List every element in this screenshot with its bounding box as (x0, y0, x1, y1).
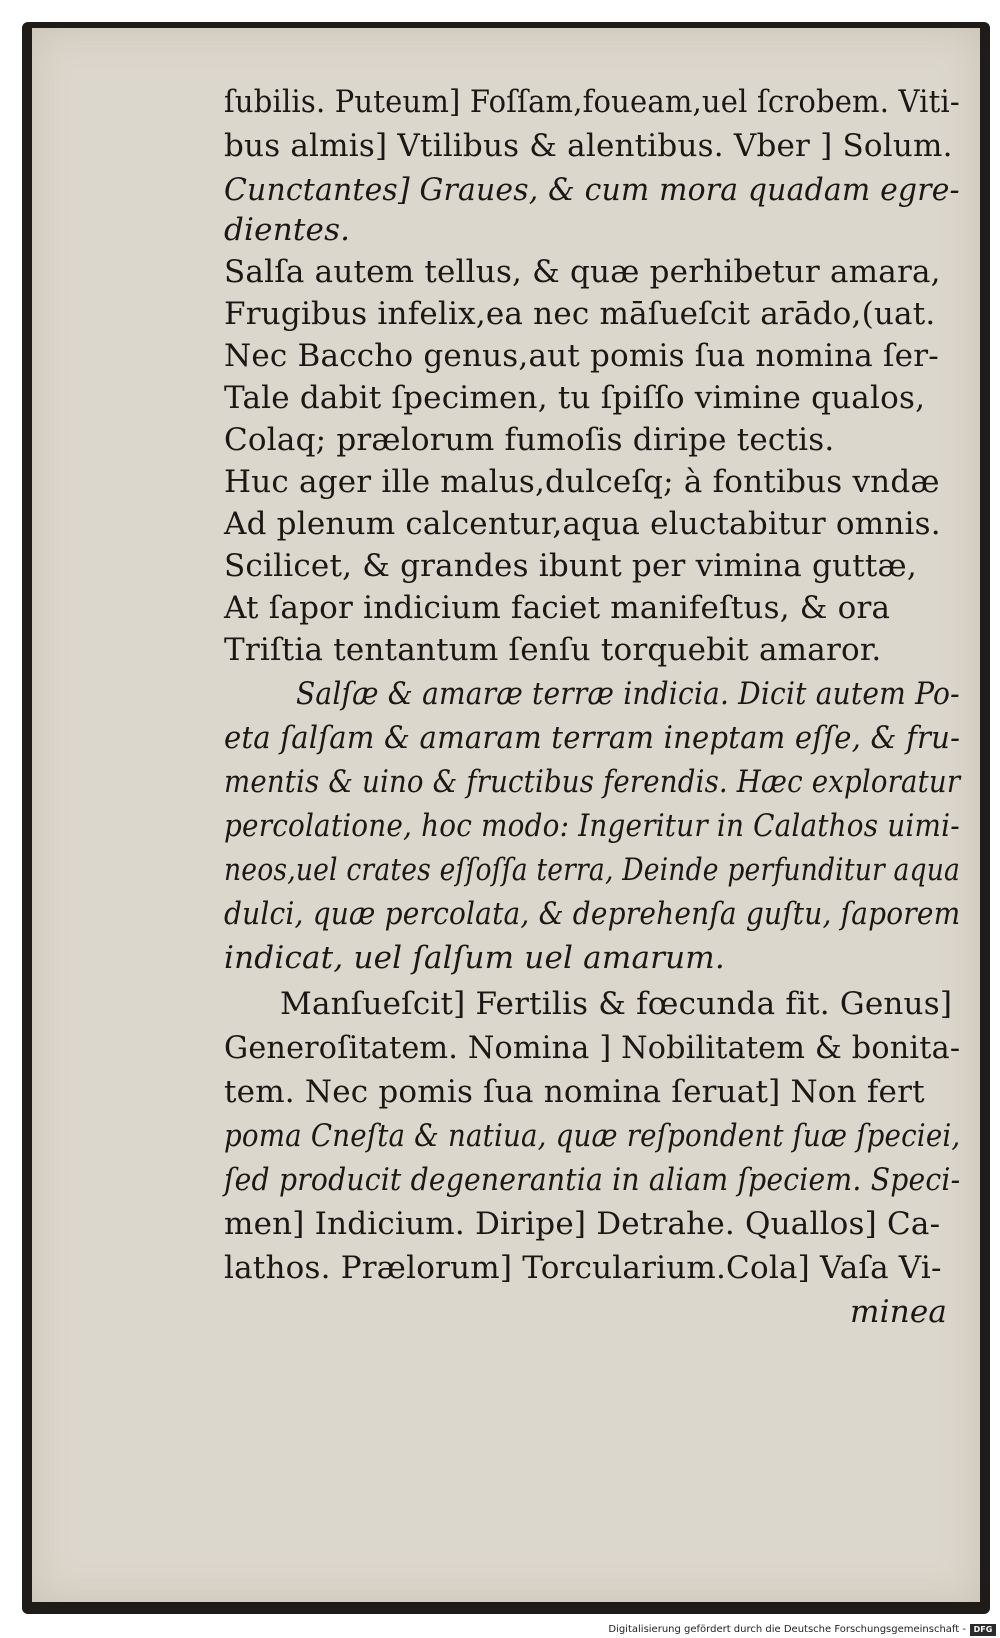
footer-bar (0, 1622, 1000, 1638)
verse-line: Salſa autem tellus, & quæ perhibetur amara, (224, 254, 941, 290)
text-line: Cunctantes] Graues, & cum mora quadam egre- (224, 172, 960, 208)
gloss-line: poma Cneſta & natiua, quæ reſpondent ſuæ ſpeciei, (224, 1118, 961, 1154)
commentary-line: dulci, quæ percolata, & deprehenſa guſtu, ſaporem (224, 896, 961, 932)
commentary-line: Salſæ & amaræ terræ indicia. Dicit autem Po- (296, 676, 960, 712)
verse-line: Huc ager ille malus,dulceſq; à fontibus vndæ (224, 464, 940, 500)
gloss-line: Generoſitatem. Nomina ] Nobilitatem & bonita- (224, 1030, 961, 1066)
digitization-credit: Digitalisierung gefördert durch die Deutsche Forschungsgemeinschaft - (608, 1624, 966, 1635)
text-line: dientes. (224, 212, 351, 248)
verse-line: Tale dabit ſpecimen, tu ſpiſſo vimine qualos, (224, 380, 926, 416)
verse-line: Nec Baccho genus,aut pomis ſua nomina ſer- (224, 338, 939, 374)
catchword: minea (850, 1294, 948, 1330)
gloss-line: Manſueſcit] Fertilis & fœcunda fit. Genus] (280, 986, 953, 1022)
gloss-line: men] Indicium. Diripe] Detrahe. Quallos] Ca- (224, 1206, 941, 1242)
text-line: ſubilis. Puteum] Foſſam,foueam,uel ſcrobem. Viti- (224, 84, 960, 120)
commentary-line: mentis & uino & fructibus ferendis. Hæc exploratur (224, 764, 961, 800)
commentary-line: percolatione, hoc modo: Ingeritur in Calathos uimi- (224, 808, 960, 844)
gloss-line: lathos. Prælorum] Torcularium.Cola] Vaſa Vi- (224, 1250, 942, 1286)
commentary-line: indicat, uel ſalſum uel amarum. (224, 940, 725, 976)
verse-line: Frugibus infelix,ea nec māſueſcit arādo,(uat. (224, 296, 936, 332)
text-line: bus almis] Vtilibus & alentibus. Vber ] Solum. (224, 128, 953, 164)
gloss-line: ſed producit degenerantia in aliam ſpeciem. Speci- (224, 1162, 961, 1198)
verse-line: At ſapor indicium faciet manifeſtus, & ora (224, 590, 891, 626)
verse-line: Ad plenum calcentur,aqua eluctabitur omnis. (224, 506, 941, 542)
commentary-line: eta ſalſam & amaram terram ineptam eſſe, & fru- (224, 720, 961, 756)
verse-line: Triſtia tentantum ſenſu torquebit amaror. (224, 632, 882, 668)
verse-line: Colaq; prælorum fumoſis diripe tectis. (224, 422, 835, 458)
verse-line: Scilicet, & grandes ibunt per vimina guttæ, (224, 548, 917, 584)
dfg-logo-icon: DFG (970, 1624, 996, 1636)
gloss-line: tem. Nec pomis ſua nomina ſeruat] Non fert (224, 1074, 925, 1110)
commentary-line: neos,uel crates eſſoſſa terra, Deinde perfunditur aqua (224, 852, 961, 888)
